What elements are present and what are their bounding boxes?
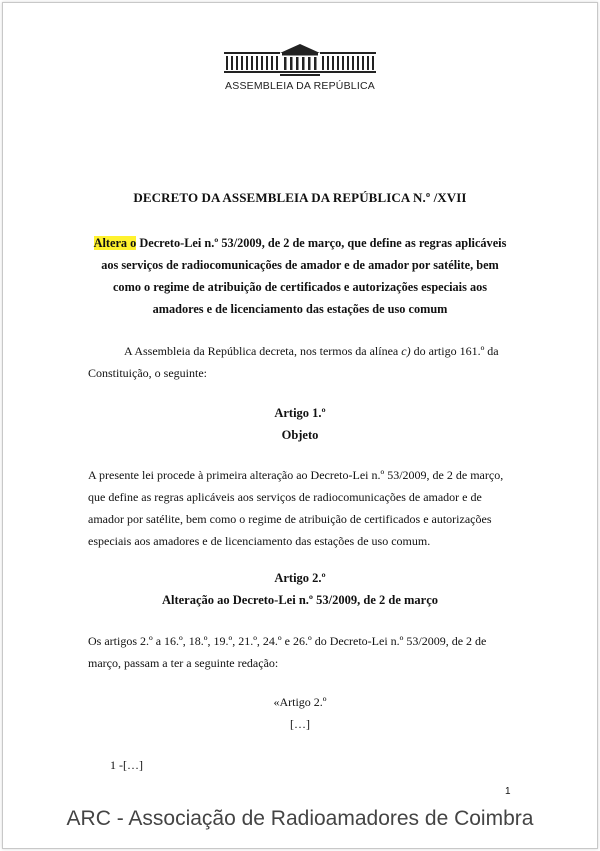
article-1-heading: Artigo 1.º xyxy=(274,406,326,420)
subtitle-text: Decreto-Lei n.º 53/2009, de 2 de março, que define as regras aplicáveis aos serviços de radiocomunicações de amador e de amador por satélite, bem como o regime de atribuição de certificados e autorizações especiais aos amadores e de licenciamento das estações de uso comum xyxy=(101,236,507,316)
intro-paragraph xyxy=(88,340,518,384)
article-2-heading: Artigo 2.º xyxy=(274,571,326,585)
parliament-logo xyxy=(222,40,378,96)
intro-italic: c) xyxy=(401,344,411,358)
document-title: DECRETO DA ASSEMBLEIA DA REPÚBLICA N.º /XVII xyxy=(133,190,467,205)
numbered-item: 1 -[…] xyxy=(110,758,143,772)
document-subtitle xyxy=(92,232,508,320)
article-1-text: A presente lei procede à primeira alteração ao Decreto-Lei n.º 53/2009, de 2 de março, que define as regras aplicáveis aos serviços de radiocomunicações de amador e de amador por satélite, bem como o regime de atribuição de certificados e autorizações especiais aos amadores e de licenciamento das estações de uso comum. xyxy=(88,468,504,548)
article-1-title: Objeto xyxy=(281,428,319,442)
quoted-article-heading: «Artigo 2.º xyxy=(273,695,327,709)
quoted-ellipsis: […] xyxy=(290,717,310,731)
article-2-title: Alteração ao Decreto-Lei n.º 53/2009, de 2 de março xyxy=(161,593,439,607)
parliament-building-icon xyxy=(222,40,378,80)
logo-text: ASSEMBLEIA DA REPÚBLICA xyxy=(225,80,375,92)
footer-watermark: ARC - Associação de Radioamadores de Coimbra xyxy=(66,807,534,830)
intro-text-2: do artigo 161.º da Constituição, o seguinte: xyxy=(88,344,499,380)
intro-text-1: A Assembleia da República decreta, nos termos da alínea xyxy=(124,344,402,358)
article-2-text: Os artigos 2.º a 16.º, 18.º, 19.º, 21.º, 24.º e 26.º do Decreto-Lei n.º 53/2009, de 2 de março, passam a ter a seguinte redação: xyxy=(88,634,487,670)
page-number: 1 xyxy=(505,786,511,797)
highlighted-text: Altera o xyxy=(93,236,137,250)
